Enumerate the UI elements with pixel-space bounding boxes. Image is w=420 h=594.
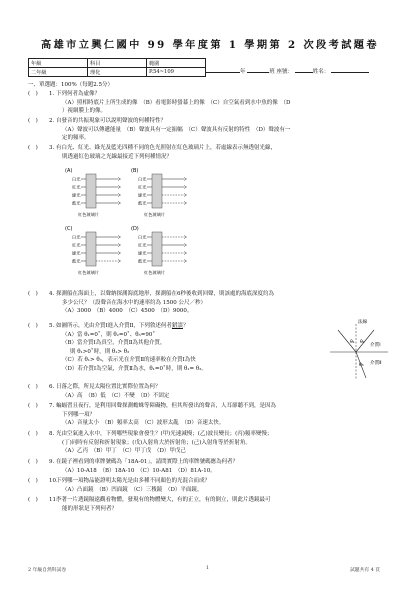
- exam-title: 高雄市立興仁國中 99 學年度第 1 學期第 2 次段考試題卷: [41, 39, 379, 51]
- arrow-icon: [118, 252, 121, 255]
- ray-label: 紅光: [72, 184, 81, 190]
- medium-1-label: 介質Ⅰ: [370, 343, 381, 348]
- question-options: （A）乙丙 （B）甲丁 （C）甲丁戊 （D）甲戊己: [62, 448, 186, 455]
- question-stem: 能的形狀是下列何者？: [62, 505, 118, 512]
- arrow-icon: [184, 194, 187, 197]
- arrow-icon: [184, 186, 187, 189]
- panel-label: (D): [131, 226, 139, 232]
- grade-value: 二年級: [29, 68, 88, 77]
- answer-blank[interactable]: ( ): [28, 91, 38, 97]
- panel-label: (B): [131, 168, 139, 174]
- question-options: （A）音量太小 （B）頻率太高 （C）波形太亂 （D）音速太快。: [62, 420, 225, 427]
- year-label: 年: [240, 69, 246, 75]
- ray-label: 藍光: [138, 200, 147, 206]
- answer-blank[interactable]: ( ): [28, 323, 38, 329]
- arrow-icon: [184, 236, 187, 239]
- answer-blank[interactable]: ( ): [28, 497, 38, 503]
- question-6: [28, 383, 388, 400]
- question-number: 7.: [49, 403, 55, 409]
- question-number: 3.: [49, 145, 55, 151]
- question-1: [28, 90, 388, 116]
- arrow-icon: [118, 236, 121, 239]
- question-stem: 蝙蝠習且夜行，是利用回聲探測蟾蛛等障礙物，但其所發出的聲音，人耳卻聽不到，是因為: [56, 403, 277, 409]
- panel-caption: 紅色玻璃片: [78, 212, 99, 217]
- arrow-icon: [118, 260, 121, 263]
- question-stem: 下列哪一項？: [62, 411, 96, 418]
- student-info-fields: [206, 67, 369, 75]
- answer-blank[interactable]: ( ): [28, 291, 38, 297]
- arrow-icon: [184, 202, 187, 205]
- light-filter-figure: [64, 166, 194, 284]
- answer-blank[interactable]: ( ): [28, 403, 38, 409]
- arrow-icon: [118, 186, 121, 189]
- question-options: （A）3000 （B）4000 （C）4500 （D）9000。: [62, 308, 193, 315]
- question-options: （A）10-A18 （B）18A-10 （C）10-A81 （D）81A-10。: [62, 467, 216, 474]
- arrow-icon: [184, 260, 187, 263]
- arrow-icon: [184, 252, 187, 255]
- ray-label: 白光: [138, 176, 147, 182]
- red-glass-plate: [152, 174, 162, 208]
- red-glass-plate: [86, 174, 96, 208]
- answer-blank[interactable]: ( ): [28, 431, 38, 437]
- ray-label: 紅光: [138, 242, 147, 248]
- arrow-icon: [118, 194, 121, 197]
- red-glass-plate: [86, 232, 96, 266]
- ray-label: 綠光: [138, 250, 147, 256]
- question-number: 10.: [49, 478, 58, 484]
- seat-label: 班 座號：: [269, 69, 294, 75]
- ray-label: 藍光: [72, 258, 81, 264]
- ray-label: 白光: [72, 176, 81, 182]
- year-blank[interactable]: [206, 67, 240, 73]
- section-heading: 一、單選題：100%（每題2.5分）: [28, 82, 113, 88]
- question-2: [28, 117, 388, 143]
- arrow-icon: [184, 244, 187, 247]
- range-header: 範圍: [147, 59, 206, 68]
- grade-header: 年級: [29, 59, 88, 68]
- question-stem: 則透過紅色玻璃之光線最接近下列何種情況？: [62, 153, 173, 160]
- question-option-a: （A）當 θ₁=0˚，則 θ₂=0˚、θ₃=90˚: [62, 331, 156, 338]
- theta-2-label: θ₂: [360, 340, 365, 345]
- footer-right: 試題共有 4 頁: [350, 568, 381, 573]
- ray-label: 藍光: [72, 200, 81, 206]
- ray-label: 綠光: [72, 192, 81, 198]
- arrow-icon: [118, 202, 121, 205]
- question-stem: 日落之際，所見太陽位置比實際位置為何？: [56, 384, 161, 390]
- ray-label: 白光: [138, 234, 147, 240]
- footer-left: 2 年級自然科試卷: [28, 568, 67, 573]
- reflected-ray: [356, 330, 374, 352]
- question-options: （A）聲波可以傳遞能量 （B）聲波具有一定振幅 （C）聲波具有反射的特性 （D）聲波有一: [62, 126, 291, 133]
- question-number: 5.: [49, 323, 55, 329]
- question-stem: 自發音的共振現象可以說明聲波的何種特性？: [56, 118, 167, 124]
- subject-header: 科目: [88, 59, 147, 68]
- question-stem: 探測船在海面上，以聲納探測海底地形，探測船在6秒後收到回聲，則該處的海底深度約為: [56, 291, 275, 297]
- range-value: P.54~109: [147, 68, 206, 77]
- panel-caption: 紅色玻璃片: [78, 270, 99, 275]
- arrow-icon: [118, 178, 121, 181]
- theta-3-label: θ₃: [359, 363, 364, 368]
- exam-info-table: [28, 58, 206, 77]
- question-8: [28, 430, 388, 456]
- answer-blank[interactable]: ( ): [28, 118, 38, 124]
- panel-label: (C): [65, 226, 73, 232]
- ray-label: 藍光: [138, 258, 147, 264]
- question-stem: 有白光、紅光、綠光及藍光四種不同的色光照射在紅色玻璃片上，若虛線表示無透射光線，: [56, 145, 277, 151]
- ray-label: 紅光: [138, 184, 147, 190]
- question-number: 8.: [49, 431, 55, 437]
- question-number: 6.: [49, 384, 55, 390]
- question-number: 1.: [49, 91, 55, 97]
- seat-blank[interactable]: [295, 67, 313, 73]
- ray-label: 綠光: [138, 192, 147, 198]
- ray-label: 綠光: [72, 250, 81, 256]
- question-option-b: （B）當介質Ⅰ為真空，介質Ⅱ為其他介質，: [62, 340, 166, 347]
- question-11: [28, 496, 388, 513]
- answer-blank[interactable]: ( ): [28, 478, 38, 484]
- question-stem: 光由空氣進入水中，下列哪些現象會發生？(甲)光速減慢；(乙)波長變長；(丙)頻率變慢；: [56, 431, 273, 437]
- question-options: （A）照相時底片上所生成的像 （B）看電影時螢幕上的像 （C）自空氣看到水中魚的像 （D: [62, 99, 291, 106]
- question-options: 定的頻率。: [62, 135, 90, 142]
- question-option-c: （C）若 θ₁> θ₃，表示光在介質Ⅱ的速率較在介質Ⅰ為快: [62, 357, 196, 364]
- question-10: [28, 477, 388, 494]
- subject-value: 理化: [88, 68, 147, 77]
- question-number: 4.: [49, 291, 55, 297]
- question-stem: 李著一片透鏡隔遠觀看物體，發現有的物體變大，有的正立，有的倒立，則此片透鏡最可: [56, 497, 271, 503]
- question-stem: 下列哪一項物品能證明太陽光是由多種不同顏色的光混合而成？: [56, 478, 211, 484]
- question-options: ）視網膜上的像。: [62, 108, 107, 115]
- question-stem: 下列何者為虛像？: [56, 91, 101, 97]
- answer-blank[interactable]: ( ): [28, 384, 38, 390]
- question-number: 2.: [49, 118, 55, 124]
- panel-label: (A): [65, 168, 73, 174]
- question-4: [28, 290, 388, 316]
- ray-label: 紅光: [72, 242, 81, 248]
- name-blank[interactable]: [331, 67, 369, 73]
- class-blank[interactable]: [247, 67, 269, 73]
- question-7: [28, 402, 388, 428]
- question-stem: (丁)同時有反射和折射現象；(戊)入射角大於折射角；(己)入射角等於折射角。: [62, 439, 251, 446]
- question-options: （A）凸面鏡 （B）凹面鏡 （C）三稜鏡 （D）平面鏡。: [62, 486, 203, 493]
- theta-1-label: θ₁: [350, 340, 355, 345]
- answer-blank[interactable]: ( ): [28, 145, 38, 151]
- ray-label: 白光: [72, 234, 81, 240]
- arrow-icon: [184, 178, 187, 181]
- refraction-diagram: [326, 316, 392, 384]
- name-label: 姓名：: [312, 69, 330, 75]
- question-option-b-cont: 則 θ₁>0˚時，則 θ₁> θ₃: [70, 348, 130, 355]
- question-stem: 如圖所示，光由介質Ⅰ進入介質Ⅱ，下列敘述何者錯誤？: [56, 323, 189, 329]
- panel-caption: 紅色玻璃片: [144, 212, 165, 217]
- question-stem: 在鏡子裡看到的車牌號碼為「18A-01」，請問實際上的車牌號碼應為何者？: [56, 459, 239, 465]
- red-glass-plate: [152, 232, 162, 266]
- question-9: [28, 458, 388, 475]
- question-3: [28, 144, 388, 161]
- medium-2-label: 介質Ⅱ: [370, 361, 382, 366]
- question-number: 11.: [49, 497, 58, 503]
- normal-label: 法線: [358, 320, 368, 325]
- question-option-d: （D）若介質Ⅰ為空氣，介質Ⅱ為水，θ₁=0˚時，則 θ₁= θ₃。: [62, 365, 207, 372]
- question-options: （A）高 （B）低 （C）不變 （D）不固定: [62, 392, 170, 399]
- answer-blank[interactable]: ( ): [28, 459, 38, 465]
- question-number: 9.: [49, 459, 55, 465]
- arrow-icon: [118, 244, 121, 247]
- question-stem: 多少公尺？（設聲音在海水中的速率約為 1500 公尺／秒）: [62, 299, 206, 306]
- page-number: 1: [206, 566, 210, 571]
- panel-caption: 紅色玻璃片: [144, 270, 165, 275]
